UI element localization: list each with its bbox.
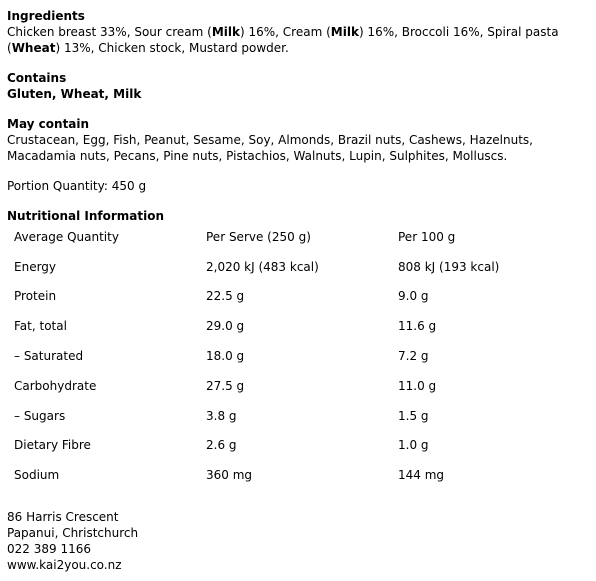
nutrition-cell: 2,020 kJ (483 kcal)	[206, 259, 319, 274]
nutrition-cell: 2.6 g	[206, 438, 237, 453]
nutrition-row	[7, 341, 548, 371]
nutrition-cell: 22.5 g	[206, 289, 245, 304]
nutrition-cell: Dietary Fibre	[14, 438, 91, 453]
nutrition-row	[7, 311, 548, 341]
nutrition-cell: 1.5 g	[398, 408, 429, 423]
nutrition-cell: 9.0 g	[398, 289, 429, 304]
nutrition-cell: 808 kJ (193 kcal)	[398, 259, 500, 274]
address-line-1: 86 Harris Crescent	[7, 510, 119, 524]
nutrition-cell: 27.5 g	[206, 378, 245, 393]
nutrition-cell: 1.0 g	[398, 438, 429, 453]
may-contain-heading: May contain	[7, 117, 90, 131]
column-header: Per 100 g	[398, 229, 456, 244]
nutrition-row	[7, 252, 548, 282]
nutrition-row	[7, 460, 548, 490]
column-header: Average Quantity	[14, 229, 119, 244]
nutrition-cell: 3.8 g	[206, 408, 237, 423]
nutrition-cell: – Sugars	[14, 408, 66, 423]
ingredients-heading: Ingredients	[7, 9, 85, 23]
contact-section	[7, 509, 589, 573]
nutrition-cell: 11.0 g	[398, 378, 437, 393]
nutrition-cell: 11.6 g	[398, 319, 437, 334]
ingredient-text: ) 13%, Chicken stock, Mustard powder.	[55, 41, 289, 55]
contains-text: Gluten, Wheat, Milk	[7, 87, 142, 101]
nutrition-cell: 7.2 g	[398, 349, 429, 364]
nutrition-cell: Sodium	[14, 468, 60, 483]
contains-heading: Contains	[7, 71, 67, 85]
nutrition-cell: 18.0 g	[206, 349, 245, 364]
nutrition-cell: 360 mg	[206, 468, 253, 483]
address-line-2: Papanui, Christchurch	[7, 526, 139, 540]
contains-section	[7, 70, 589, 102]
phone-number: 022 389 1166	[7, 542, 91, 556]
nutrition-cell: 144 mg	[398, 468, 445, 483]
nutrition-row	[7, 371, 548, 401]
nutrition-row	[7, 401, 548, 431]
nutrition-cell: 29.0 g	[206, 319, 245, 334]
nutrition-cell: Carbohydrate	[14, 378, 97, 393]
allergen-highlight: Wheat	[11, 41, 56, 55]
nutrition-row	[7, 282, 548, 312]
may-contain-text: Crustacean, Egg, Fish, Peanut, Sesame, Soy, Almonds, Brazil nuts, Cashews, Hazelnuts, Macadamia nuts, Pecans, Pine nuts, Pistachios, Walnuts, Lupin, Sulphites, Molluscs.	[7, 133, 533, 163]
website-link[interactable]: www.kai2you.co.nz	[7, 558, 122, 572]
nutrition-row	[7, 431, 548, 461]
nutrition-cell: Protein	[14, 289, 57, 304]
ingredients-text	[7, 24, 589, 56]
nutrition-cell: Energy	[14, 259, 57, 274]
portion-quantity: Portion Quantity: 450 g	[7, 179, 147, 193]
nutrition-cell: Fat, total	[14, 319, 67, 334]
allergen-highlight: Milk	[211, 25, 240, 39]
ingredients-section	[7, 8, 589, 56]
may-contain-section	[7, 116, 589, 164]
ingredient-text: Chicken breast 33%, Sour cream (	[7, 25, 212, 39]
nutrition-heading: Nutritional Information	[7, 209, 165, 223]
nutrition-cell: – Saturated	[14, 349, 84, 364]
ingredient-text: ) 16%, Broccoli 16%, Spiral pasta (	[7, 25, 559, 55]
nutrition-header-row	[7, 222, 548, 252]
nutrition-table	[7, 222, 548, 490]
column-header: Per Serve (250 g)	[206, 229, 311, 244]
allergen-highlight: Milk	[330, 25, 359, 39]
ingredient-text: ) 16%, Cream (	[240, 25, 331, 39]
